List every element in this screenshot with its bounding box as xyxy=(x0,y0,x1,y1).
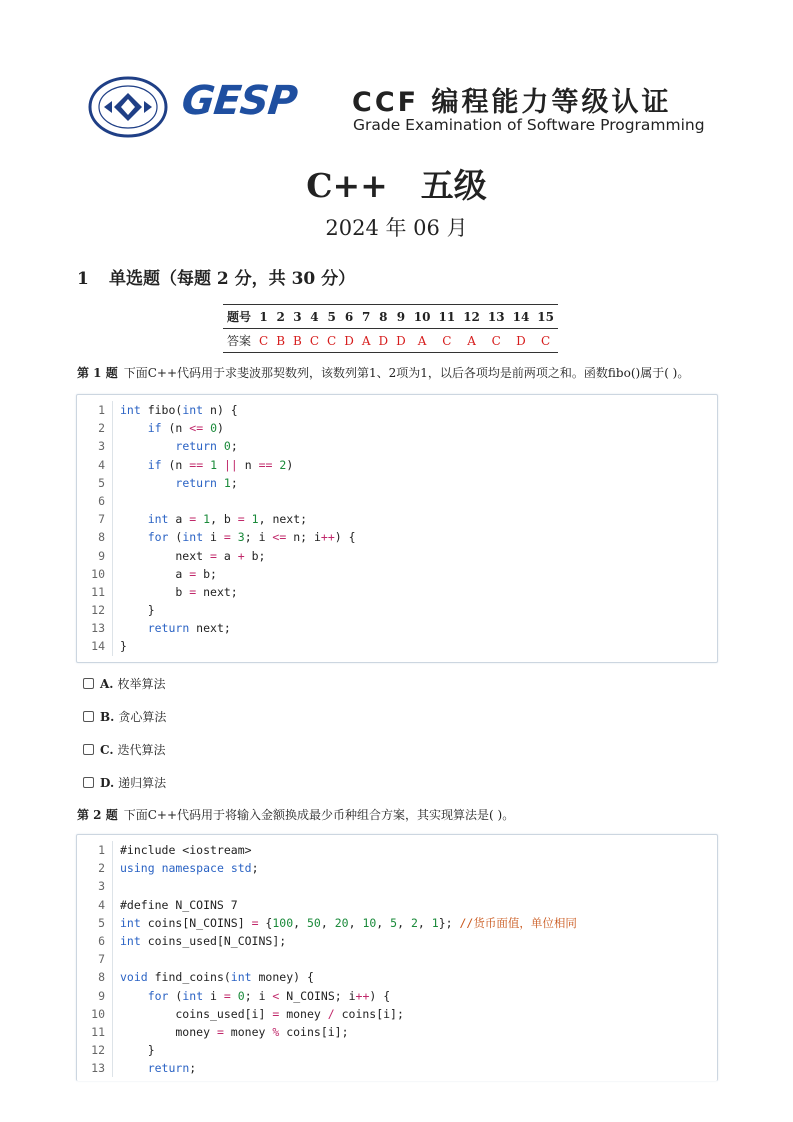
answer-table-answer: A xyxy=(358,329,375,353)
question-1-line-number: 5 xyxy=(77,474,113,492)
question-1-line-source: return 1; xyxy=(175,475,238,490)
option-checkbox[interactable] xyxy=(83,744,94,755)
question-2-code-line xyxy=(77,896,717,914)
question-2 xyxy=(77,806,514,823)
answer-table-question-number: 14 xyxy=(509,305,534,329)
question-1-line-number: 2 xyxy=(77,419,113,437)
gesp-logo: GESP xyxy=(179,78,299,124)
section-label: 单选题（每题 2 分，共 30 分） xyxy=(109,269,356,289)
question-1-line-number: 7 xyxy=(77,510,113,528)
answer-table-question-number: 12 xyxy=(459,305,484,329)
answer-table-question-number: 4 xyxy=(306,305,323,329)
question-2-line-number: 10 xyxy=(77,1005,113,1023)
exam-title: C++ 五级 xyxy=(306,166,487,205)
question-2-line-source xyxy=(113,877,120,895)
question-1-line-source: return next; xyxy=(147,621,231,636)
question-1-code-line xyxy=(77,492,717,510)
exam-header xyxy=(88,76,708,138)
answer-table-question-number: 11 xyxy=(434,305,459,329)
answer-table-head-label: 题号 xyxy=(223,305,255,329)
question-2-line-source: void find_coins(int money) { xyxy=(120,970,314,985)
question-1-code-line xyxy=(77,547,717,565)
question-1-line-source: if (n == 1 || n == 2) xyxy=(147,457,294,472)
answer-table-row-label: 答案 xyxy=(223,329,255,353)
answer-table-answer: D xyxy=(392,329,410,353)
question-1-line-source: a = b; xyxy=(120,566,217,581)
answer-table-question-number: 8 xyxy=(375,305,393,329)
option-letter: C. xyxy=(100,742,114,757)
question-1-line-source: b = next; xyxy=(120,584,238,599)
answer-table xyxy=(223,304,558,353)
answer-table-answer: B xyxy=(289,329,306,353)
question-2-line-source: return; xyxy=(147,1061,197,1076)
question-2-code-line xyxy=(77,932,717,950)
question-1-line-number: 11 xyxy=(77,583,113,601)
option-letter: D. xyxy=(100,775,115,790)
option-text: 枚举算法 xyxy=(117,677,166,691)
answer-table-question-number: 1 xyxy=(255,305,272,329)
question-2-line-number: 7 xyxy=(77,950,113,968)
question-2-code-line xyxy=(77,877,717,895)
question-2-line-source: coins_used[i] = money / coins[i]; xyxy=(120,1006,404,1021)
question-2-line-number: 3 xyxy=(77,877,113,895)
question-2-line-source: int coins[N_COINS] = {100, 50, 20, 10, 5, 2, 1}; //货币面值，单位相同 xyxy=(120,915,577,930)
answer-table-answer: C xyxy=(323,329,340,353)
question-2-line-number: 5 xyxy=(77,914,113,932)
question-1-option[interactable] xyxy=(83,741,166,758)
question-2-code-line xyxy=(77,950,717,968)
question-1-line-source: int fibo(int n) { xyxy=(120,403,238,417)
question-1-line-source: next = a + b; xyxy=(120,548,266,563)
question-1-option[interactable] xyxy=(83,708,166,725)
question-2-code-line xyxy=(77,914,717,932)
question-1-line-source: return 0; xyxy=(175,439,238,454)
question-1-line-source: if (n <= 0) xyxy=(147,421,224,436)
question-2-code-block xyxy=(76,834,718,1081)
question-1-line-number: 6 xyxy=(77,492,113,510)
question-1-number: 第 1 题 xyxy=(77,366,118,380)
question-2-line-source: } xyxy=(120,1043,155,1058)
question-1-code-line xyxy=(77,565,717,583)
answer-table-question-number: 6 xyxy=(340,305,358,329)
question-2-code-line xyxy=(77,1023,717,1041)
option-checkbox[interactable] xyxy=(83,777,94,788)
question-2-line-source: #define N_COINS 7 xyxy=(120,897,238,912)
answer-table-answer: A xyxy=(459,329,484,353)
question-2-line-source: for (int i = 0; i < N_COINS; i++) { xyxy=(147,988,391,1003)
option-letter: A. xyxy=(100,676,114,691)
answer-table-question-number: 10 xyxy=(410,305,435,329)
question-1-line-source: } xyxy=(120,639,127,654)
question-1-line-number: 8 xyxy=(77,528,113,546)
question-1-code-line xyxy=(77,456,717,474)
question-1-code-line xyxy=(77,601,717,619)
section-number: 1 xyxy=(77,269,89,289)
question-2-line-source: money = money % coins[i]; xyxy=(120,1024,349,1039)
brand-title-en: Grade Examination of Software Programming xyxy=(353,116,705,134)
option-letter: B. xyxy=(100,709,115,724)
question-1-code-line xyxy=(77,583,717,601)
answer-table-answer: D xyxy=(340,329,358,353)
answer-table-answer: C xyxy=(533,329,558,353)
question-2-line-number: 6 xyxy=(77,932,113,950)
option-checkbox[interactable] xyxy=(83,678,94,689)
question-2-line-number: 9 xyxy=(77,987,113,1005)
question-2-code-line xyxy=(77,841,717,859)
question-1-line-number: 12 xyxy=(77,601,113,619)
question-2-line-number: 12 xyxy=(77,1041,113,1059)
ccf-seal-logo xyxy=(88,76,168,138)
question-1-option[interactable] xyxy=(83,774,166,791)
question-2-number: 第 2 题 xyxy=(77,808,118,822)
answer-table-question-number: 3 xyxy=(289,305,306,329)
question-1-line-source: int a = 1, b = 1, next; xyxy=(147,512,308,527)
question-2-line-number: 8 xyxy=(77,968,113,986)
question-2-code-line xyxy=(77,987,717,1005)
question-1-line-source: } xyxy=(120,603,155,618)
exam-date: 2024 年 06 月 xyxy=(325,216,468,240)
question-2-text: 下面C++代码用于将输入金额换成最少币种组合方案，其实现算法是( )。 xyxy=(123,808,515,822)
question-2-line-source: using namespace std; xyxy=(120,861,259,876)
question-1-code-line xyxy=(77,419,717,437)
question-2-line-number: 13 xyxy=(77,1059,113,1077)
question-1 xyxy=(77,364,689,381)
question-1-code-line xyxy=(77,528,717,546)
question-2-code-line xyxy=(77,968,717,986)
question-1-code-line xyxy=(77,637,717,655)
question-1-option[interactable] xyxy=(83,675,166,692)
question-1-line-number: 13 xyxy=(77,619,113,637)
question-2-line-number: 4 xyxy=(77,896,113,914)
option-text: 递归算法 xyxy=(118,776,167,790)
question-2-line-number: 2 xyxy=(77,859,113,877)
question-1-code-line xyxy=(77,437,717,455)
answer-table-question-number: 9 xyxy=(392,305,410,329)
answer-table-question-number: 13 xyxy=(484,305,509,329)
question-2-line-source xyxy=(113,950,120,968)
answer-table-question-number: 2 xyxy=(272,305,289,329)
question-2-code-line xyxy=(77,1059,717,1077)
question-1-line-number: 4 xyxy=(77,456,113,474)
answer-table-answer: D xyxy=(509,329,534,353)
question-1-code-line xyxy=(77,510,717,528)
question-2-line-source: #include <iostream> xyxy=(120,843,252,857)
answer-table-question-number: 7 xyxy=(358,305,375,329)
answer-table-header-row xyxy=(223,305,558,329)
option-checkbox[interactable] xyxy=(83,711,94,722)
question-1-line-number: 3 xyxy=(77,437,113,455)
question-2-line-source: int coins_used[N_COINS]; xyxy=(120,933,287,948)
answer-table-question-number: 15 xyxy=(533,305,558,329)
answer-table-answer: B xyxy=(272,329,289,353)
question-1-line-number: 1 xyxy=(77,401,113,419)
question-2-code-line xyxy=(77,1005,717,1023)
question-1-code-line xyxy=(77,619,717,637)
question-1-line-number: 9 xyxy=(77,547,113,565)
answer-table-answer: C xyxy=(255,329,272,353)
answer-table-answer: D xyxy=(375,329,393,353)
section-heading xyxy=(77,264,355,289)
question-2-line-number: 1 xyxy=(77,841,113,859)
question-1-line-source: for (int i = 3; i <= n; i++) { xyxy=(147,530,356,545)
answer-table-answer: C xyxy=(306,329,323,353)
question-1-line-number: 14 xyxy=(77,637,113,655)
option-text: 迭代算法 xyxy=(117,743,166,757)
answer-table-answer-row xyxy=(223,329,558,353)
question-2-code-line xyxy=(77,1041,717,1059)
question-1-text: 下面C++代码用于求斐波那契数列，该数列第1、2项为1，以后各项均是前两项之和。函数fibo()属于( )。 xyxy=(123,366,690,380)
question-1-code-block xyxy=(76,394,718,663)
brand-title-cn: CCF 编程能力等级认证 xyxy=(352,87,672,118)
answer-table-answer: C xyxy=(434,329,459,353)
question-1-line-source xyxy=(113,492,120,510)
answer-table-question-number: 5 xyxy=(323,305,340,329)
question-2-code-line xyxy=(77,859,717,877)
question-1-line-number: 10 xyxy=(77,565,113,583)
answer-table-answer: C xyxy=(484,329,509,353)
question-2-line-number: 11 xyxy=(77,1023,113,1041)
question-1-code-line xyxy=(77,474,717,492)
option-text: 贪心算法 xyxy=(118,710,167,724)
answer-table-answer: A xyxy=(410,329,435,353)
question-1-code-line xyxy=(77,401,717,419)
